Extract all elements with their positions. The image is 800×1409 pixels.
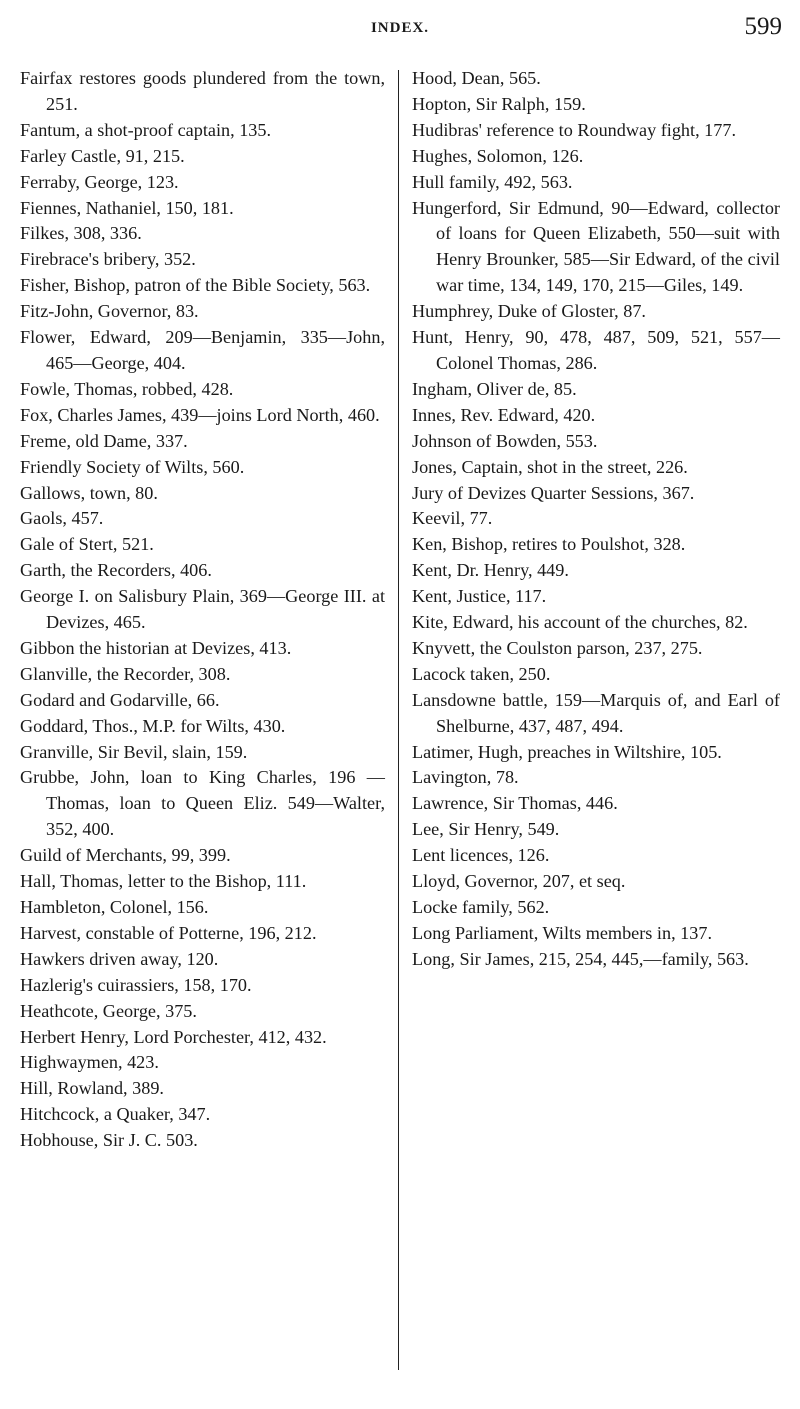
index-entry: Ferraby, George, 123.: [20, 171, 179, 192]
index-entry: Herbert Henry, Lord Porchester, 412, 432.: [20, 1026, 327, 1047]
index-entry: Firebrace's bribery, 352.: [20, 249, 196, 270]
index-entry: Fox, Charles James, 439—joins Lord North, 460.: [20, 404, 380, 425]
index-entry: Fisher, Bishop, patron of the Bible Society, 563.: [20, 275, 371, 296]
page-number: 599: [744, 13, 782, 40]
index-entry: Friendly Society of Wilts, 560.: [20, 456, 245, 477]
index-entry: Glanville, the Recorder, 308.: [20, 663, 231, 684]
index-entry: Hitchcock, a Quaker, 347.: [20, 1104, 211, 1125]
index-entry: Hawkers driven away, 120.: [20, 948, 219, 969]
index-entry: Kite, Edward, his account of the churches, 82.: [412, 612, 748, 633]
index-entry: Flower, Edward, 209—Benjamin, 335—John, 465—George, 404.: [20, 327, 385, 373]
index-entry: George I. on Salisbury Plain, 369—George III. at Devizes, 465.: [20, 586, 385, 633]
index-entry: Locke family, 562.: [412, 897, 550, 917]
index-entry: Gale of Stert, 521.: [20, 534, 154, 555]
index-entry: Innes, Rev. Edward, 420.: [412, 404, 596, 425]
index-entry: Hughes, Solomon, 126.: [412, 145, 584, 166]
index-entry: Grubbe, John, loan to King Charles, 196 — Thomas, loan to Queen Eliz. 549—Walter, 352, 400.: [20, 767, 385, 840]
index-entry: Humphrey, Duke of Gloster, 87.: [412, 301, 646, 322]
index-entry: Hill, Rowland, 389.: [20, 1078, 164, 1099]
index-entry: Filkes, 308, 336.: [20, 223, 142, 244]
index-entry: Lawrence, Sir Thomas, 446.: [412, 793, 618, 814]
index-column-left: [20, 66, 385, 1154]
page-header: [0, 0, 800, 50]
index-entry: Johnson of Bowden, 553.: [412, 430, 598, 451]
index-entry: Fiennes, Nathaniel, 150, 181.: [20, 197, 234, 218]
index-entry: Godard and Godarville, 66.: [20, 689, 220, 710]
column-divider: [398, 70, 399, 1370]
index-entry: Hungerford, Sir Edmund, 90—Edward, collector of loans for Queen Elizabeth, 550—suit with Henry Brounker, 585—Sir Edward, of the civil war time, 134, 149, 170, 215—Giles, 149.: [412, 197, 780, 296]
index-entry: Hall, Thomas, letter to the Bishop, 111.: [20, 871, 307, 892]
index-entry: Lee, Sir Henry, 549.: [412, 819, 560, 840]
index-entry: Hudibras' reference to Roundway fight, 177.: [412, 119, 736, 140]
index-entry: Fowle, Thomas, robbed, 428.: [20, 378, 234, 399]
index-entry: Guild of Merchants, 99, 399.: [20, 845, 231, 866]
index-entry: Long, Sir James, 215, 254, 445,—family, 563.: [412, 948, 749, 969]
index-entry: Hazlerig's cuirassiers, 158, 170.: [20, 974, 252, 995]
index-entry: Lavington, 78.: [412, 767, 519, 788]
index-entry: Hobhouse, Sir J. C. 503.: [20, 1130, 198, 1151]
index-entry: Kent, Justice, 117.: [412, 586, 547, 607]
index-entry: Ken, Bishop, retires to Poulshot, 328.: [412, 534, 686, 555]
index-entry: Granville, Sir Bevil, slain, 159.: [20, 741, 248, 762]
index-column-right: [412, 66, 780, 973]
index-entry: Lacock taken, 250.: [412, 663, 551, 684]
index-entry: Lloyd, Governor, 207, et seq.: [412, 871, 626, 892]
index-entry: Heathcote, George, 375.: [20, 1000, 197, 1021]
index-entry: Farley Castle, 91, 215.: [20, 145, 185, 166]
index-entry: Gibbon the historian at Devizes, 413.: [20, 637, 292, 658]
index-entry: Harvest, constable of Potterne, 196, 212.: [20, 922, 317, 943]
index-entry: Hambleton, Colonel, 156.: [20, 897, 209, 917]
index-entry: Jones, Captain, shot in the street, 226.: [412, 456, 688, 477]
index-entry: Long Parliament, Wilts members in, 137.: [412, 922, 712, 943]
index-entry: Hopton, Sir Ralph, 159.: [412, 93, 586, 114]
index-entry: Knyvett, the Coulston parson, 237, 275.: [412, 637, 703, 658]
index-entry: Hunt, Henry, 90, 478, 487, 509, 521, 557—Colonel Thomas, 286.: [412, 327, 780, 373]
index-entry: Freme, old Dame, 337.: [20, 430, 188, 451]
index-entry: Lansdowne battle, 159—Marquis of, and Earl of Shelburne, 437, 487, 494.: [412, 689, 780, 736]
index-entry: Garth, the Recorders, 406.: [20, 560, 212, 581]
index-entry: Hull family, 492, 563.: [412, 171, 573, 192]
index-entry: Goddard, Thos., M.P. for Wilts, 430.: [20, 715, 286, 736]
index-entry: Jury of Devizes Quarter Sessions, 367.: [412, 482, 695, 503]
index-entry: Gaols, 457.: [20, 508, 104, 529]
index-entry: Kent, Dr. Henry, 449.: [412, 560, 569, 581]
index-entry: Gallows, town, 80.: [20, 482, 158, 503]
index-entry: Hood, Dean, 565.: [412, 68, 541, 88]
index-entry: Fitz-John, Governor, 83.: [20, 301, 199, 322]
index-entry: Keevil, 77.: [412, 508, 493, 529]
index-entry: Highwaymen, 423.: [20, 1052, 159, 1073]
index-entry: Lent licences, 126.: [412, 845, 550, 866]
index-entry: Latimer, Hugh, preaches in Wiltshire, 105.: [412, 741, 722, 762]
index-entry: Fairfax restores goods plundered from the town, 251.: [20, 68, 385, 114]
index-entry: Ingham, Oliver de, 85.: [412, 378, 577, 399]
index-entry: Fantum, a shot-proof captain, 135.: [20, 119, 272, 140]
page-title: INDEX.: [370, 20, 430, 36]
